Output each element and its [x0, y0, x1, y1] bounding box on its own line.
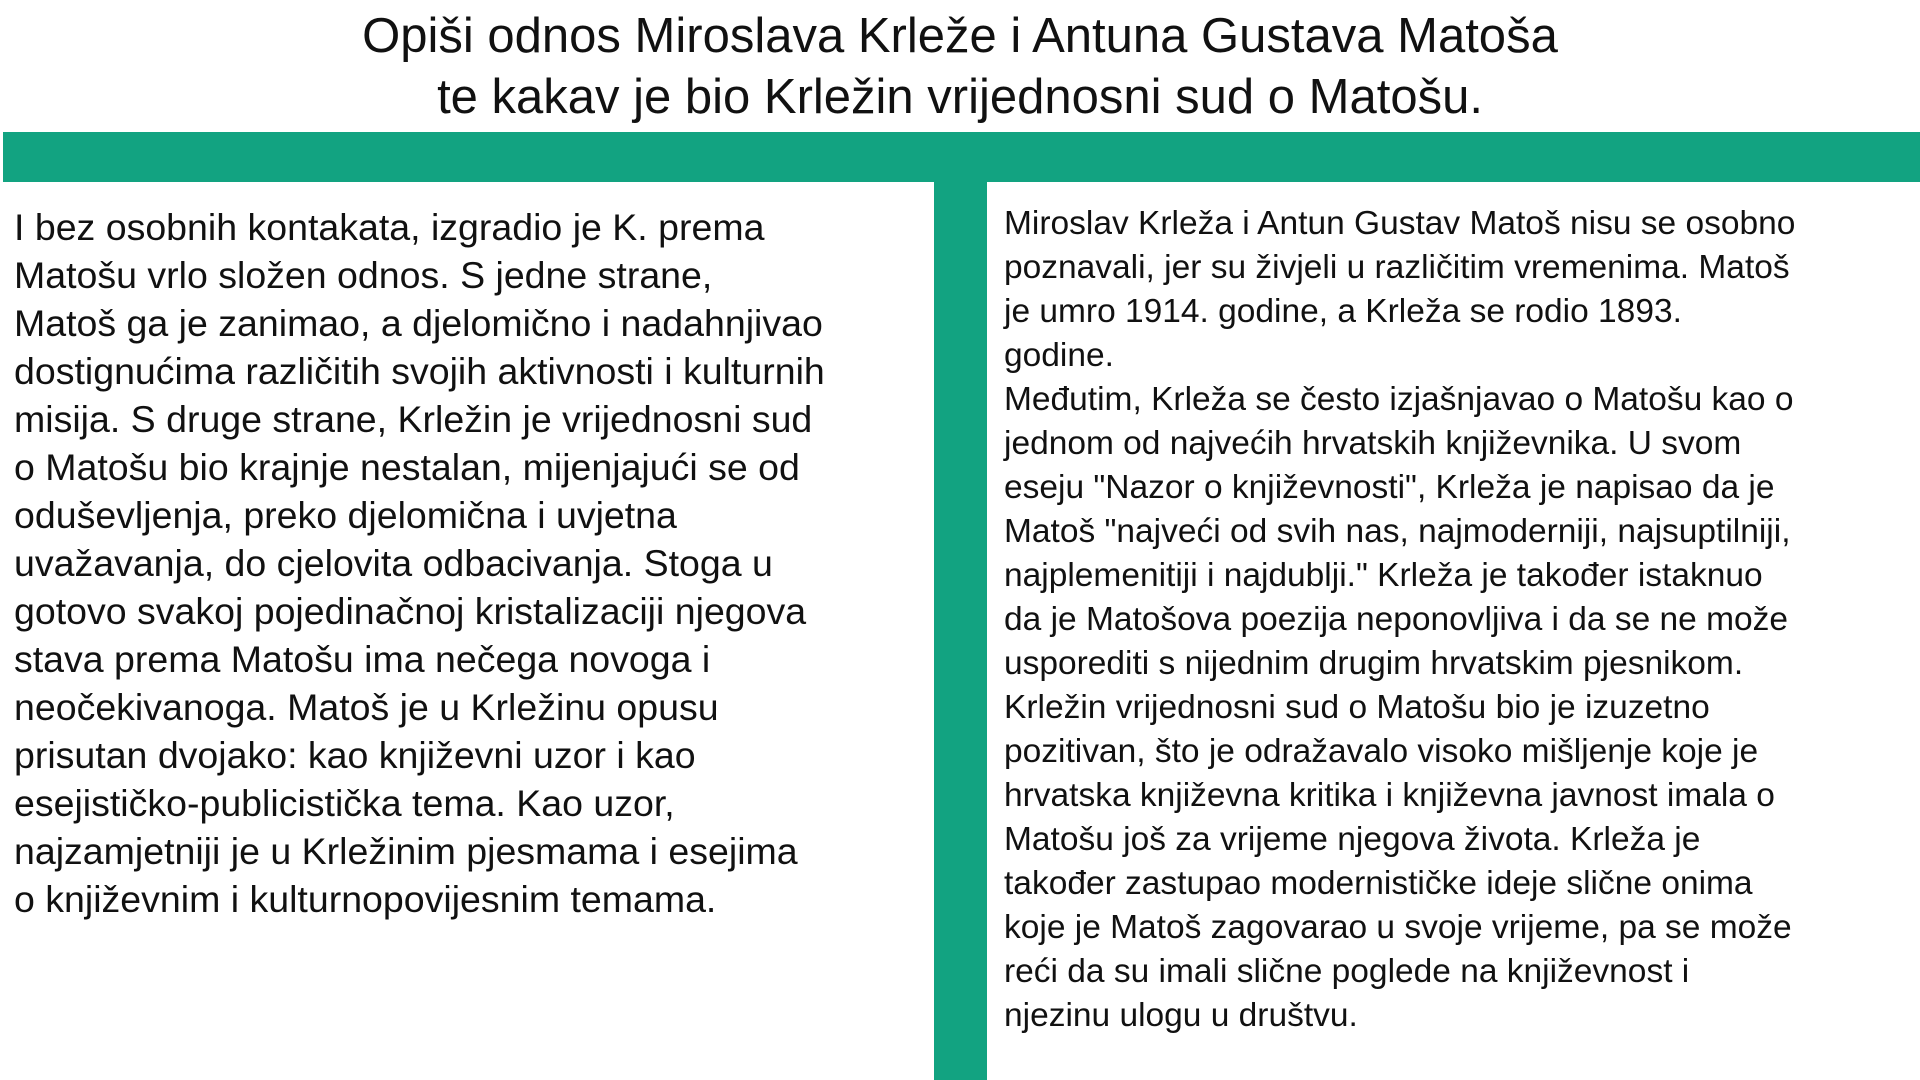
vertical-divider-bar: [934, 180, 987, 1080]
top-divider-bar: [3, 132, 1920, 182]
title-line-1: Opiši odnos Miroslava Krleže i Antuna Gustava Matoša: [362, 9, 1558, 63]
page-title: [0, 6, 1920, 128]
right-column-text: Miroslav Krleža i Antun Gustav Matoš nisu se osobno poznavali, jer su živjeli u različitim vremenima. Matoš je umro 1914. godine, a Krleža se rodio 1893. godine. Međutim, Krleža se često izjašnjavao o Matošu kao o jednom od najvećih hrvatskih književnika. U svom eseju "Nazor o književnosti", Krleža je napisao da je Matoš "najveći od svih nas, najmoderniji, najsuptilniji, najplemenitiji i najdublji." Krleža je također istaknuo da je Matošova poezija neponovljiva i da se ne može usporediti s nijednim drugim hrvatskim pjesnikom. Krležin vrijednosni sud o Matošu bio je izuzetno pozitivan, što je odražavalo visoko mišljenje koje je hrvatska književna kritika i književna javnost imala o Matošu još za vrijeme njegova života. Krleža je također zastupao modernističke ideje slične onima koje je Matoš zagovarao u svoje vrijeme, pa se može reći da su imali slične poglede na književnost i njezinu ulogu u društvu.: [1004, 205, 1796, 1034]
title-line-2: te kakav je bio Krležin vrijednosni sud o Matošu.: [437, 70, 1483, 124]
left-column-text: I bez osobnih kontakata, izgradio je K. prema Matošu vrlo složen odnos. S jedne strane, Matoš ga je zanimao, a djelomično i nadahnjivao dostignućima različitih svojih aktivnosti i kulturnih misija. S druge strane, Krležin je vrijednosni sud o Matošu bio krajnje nestalan, mijenjajući se od oduševljenja, preko djelomična i uvjetna uvažavanja, do cjelovita odbacivanja. Stoga u gotovo svakoj pojedinačnoj kristalizaciji njegova stava prema Matošu ima nečega novoga i neočekivanoga. Matoš je u Krležinu opusu prisutan dvojako: kao književni uzor i kao esejističko-publicistička tema. Kao uzor, najzamjetniji je u Krležinim pjesmama i esejima o književnim i kulturnopovijesnim temama.: [14, 206, 825, 920]
